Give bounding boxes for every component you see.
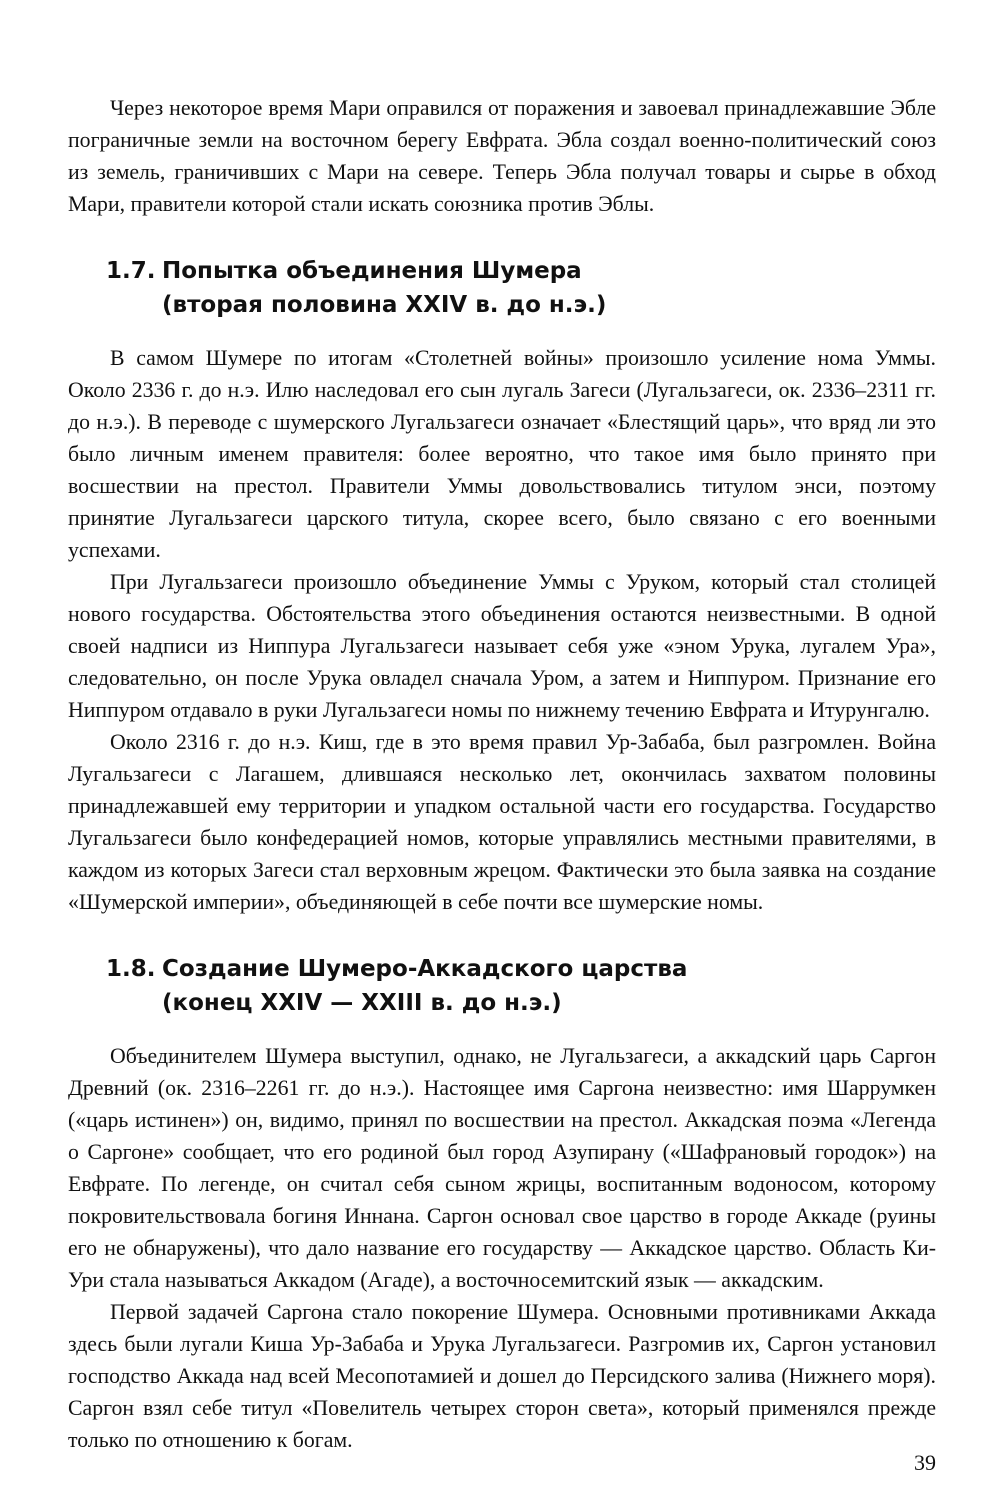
section-title: Создание Шумеро-Аккадского царства — [162, 956, 688, 982]
page-number: 39 — [914, 1450, 936, 1475]
section-number: 1.7. — [106, 258, 156, 284]
paragraph: Объединителем Шумера выступил, однако, не Лугальзагеси, а аккадский царь Саргон Древний (ок. 2316–2261 гг. до н.э.). Настоящее имя Саргона неизвестно: имя Шаррумкен («царь истинен») он, видимо, принял по восшествии на престол. Аккадская поэма «Легенда о Саргоне» сообщает, что его родиной был город Азупирану («Шафрановый городок») на Евфрате. По легенде, он считал себя сыном жрицы, воспитанным водоносом, которому покровительствовала богиня Иннана. Саргон основал свое царство в городе Аккаде (руины его не обнаружены), что дало название его государству — Аккадское царство. Область Ки-Ури стала называться Аккадом (Агаде), а восточносемитский язык — аккадским. — [68, 1044, 936, 1292]
section-number: 1.8. — [106, 956, 156, 982]
paragraph: Около 2316 г. до н.э. Киш, где в это время правил Ур-Забаба, был разгромлен. Война Лугальзагеси с Лагашем, длившаяся несколько лет, окончилась захватом половины принадлежавшей ему территории и упадком остальной части его государства. Государство Лугальзагеси было конфедерацией номов, которые управлялись местными правителями, в каждом из которых Загеси стал верховным жрецом. Фактически это была заявка на создание «Шумерской империи», объединяющей в себе почти все шумерские номы. — [68, 730, 936, 914]
paragraph: В самом Шумере по итогам «Столетней войны» произошло усиление нома Уммы. Около 2336 г. до н.э. Илю наследовал его сын лугаль Загеси (Лугальзагеси, ок. 2336–2311 гг. до н.э.). В переводе с шумерского Лугальзагеси означает «Блестящий царь», что вряд ли это было личным именем правителя: более вероятно, что такое имя было принято при восшествии на престол. Правители Уммы довольствовались титулом энси, поэтому принятие Лугальзагеси царского титула, скорее всего, было связано с его военными успехами. — [68, 346, 936, 562]
paragraph: Первой задачей Саргона стало покорение Шумера. Основными противниками Аккада здесь были лугали Киша Ур-Забаба и Урука Лугальзагеси. Разгромив их, Саргон установил господство Аккада над всей Месопотамией и дошел до Персидского залива (Нижнего моря). Саргон взял себе титул «Повелитель четырех сторон света», который применялся прежде только по отношению к богам. — [68, 1300, 936, 1452]
page-content — [68, 92, 936, 1456]
paragraph: При Лугальзагеси произошло объединение Уммы с Уруком, который стал столицей нового государства. Обстоятельства этого объединения остаются неизвестными. В одной своей надписи из Ниппура Лугальзагеси называет себя уже «эном Урука, лугалем Ура», следовательно, он после Урука овладел сначала Уром, а затем и Ниппуром. Признание его Ниппуром отдавало в руки Лугальзагеси номы по нижнему течению Евфрата и Итурунгалю. — [68, 570, 936, 722]
section-heading-1-8 — [68, 952, 936, 1020]
section-subtitle: (конец XXIV — XXIII в. до н.э.) — [162, 990, 562, 1016]
section-subtitle: (вторая половина XXIV в. до н.э.) — [162, 292, 607, 318]
intro-paragraph: Через некоторое время Мари оправился от поражения и завоевал принадлежавшие Эбле пограничные земли на восточном берегу Евфрата. Эбла создал военно-политический союз из земель, граничивших с Мари на севере. Теперь Эбла получал товары и сырье в обход Мари, правители которой стали искать союзника против Эблы. — [68, 96, 936, 216]
section-title: Попытка объединения Шумера — [162, 258, 582, 284]
section-heading-1-7 — [68, 254, 936, 322]
